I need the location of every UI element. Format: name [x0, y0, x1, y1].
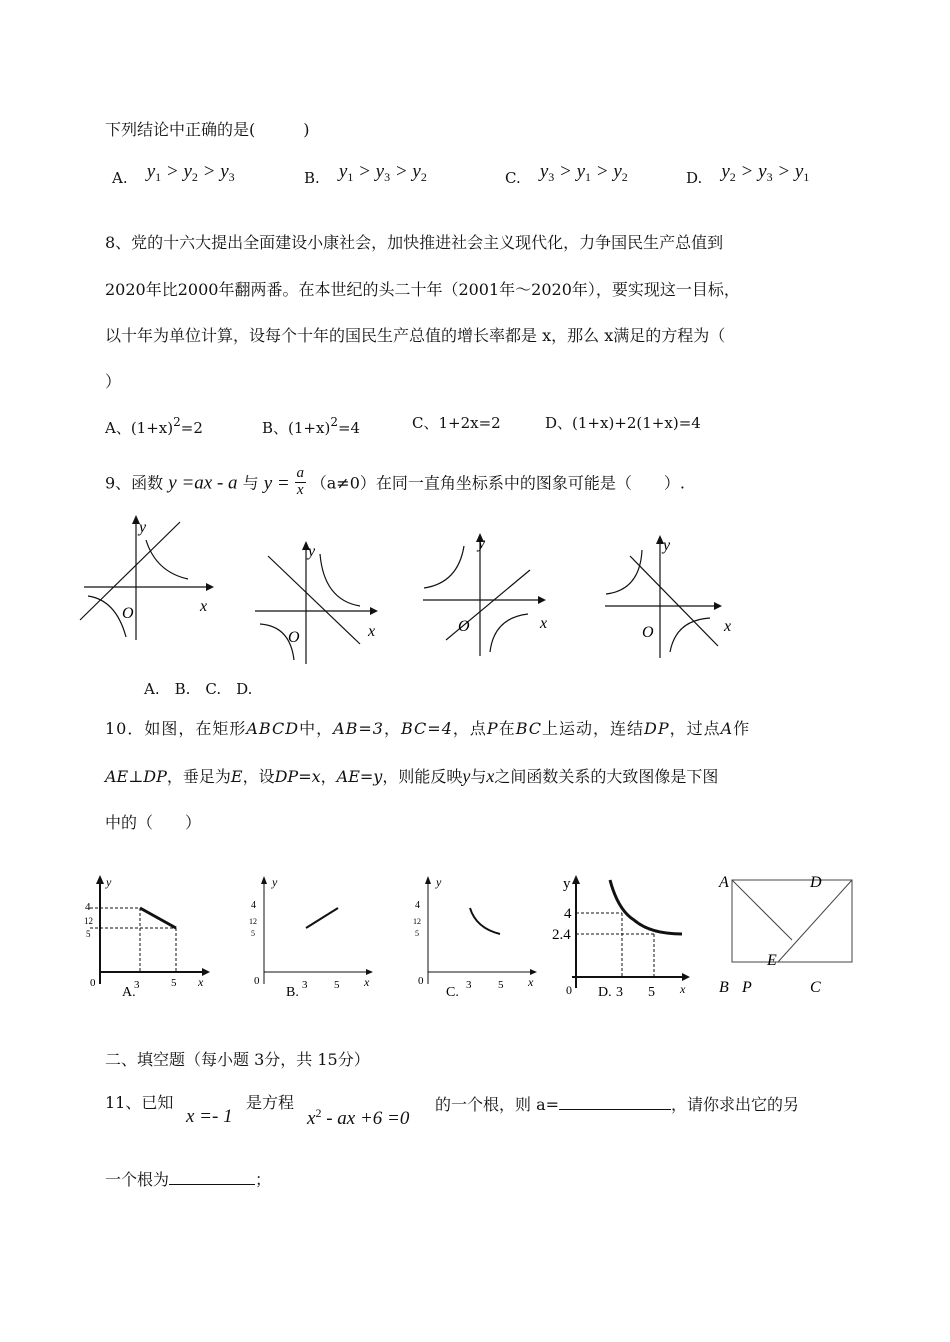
option-label: C.: [505, 169, 521, 187]
q8-option-c[interactable]: C、1+2x=2: [412, 414, 501, 432]
tick-2-4: 2.4: [552, 927, 571, 943]
q8-line-1: 8、党的十六大提出全面建设小康社会，加快推进社会主义现代化，力争国民生产总值到: [105, 233, 724, 252]
q11-tail: 的一个根，则 a= ，请你求出它的另: [435, 1095, 800, 1114]
choice-label: A.: [122, 985, 136, 1000]
choice-label: B.: [286, 985, 299, 1000]
axis-y-label: y: [106, 875, 112, 889]
q11-mid: 是方程: [246, 1093, 295, 1112]
axis-y-label: y: [563, 876, 571, 892]
tick-3: 3: [616, 985, 623, 1000]
q9-graph-d[interactable]: [600, 528, 745, 663]
q8-option-b[interactable]: B、$(1+x)^2=4$: [262, 415, 361, 437]
answer-blank-a[interactable]: [559, 1095, 671, 1110]
q8-line-3: 以十年为单位计算，设每个十年的国民生产总值的增长率都是 x，那么 x满足的方程为（: [105, 326, 726, 345]
tick-12-5-num: 12: [84, 916, 93, 926]
q8-option-d[interactable]: D、(1+x)+2(1+x)=4: [545, 414, 701, 432]
option-label: D.: [686, 169, 703, 187]
q7-option-d-formula: $y_2 > y_3 > y_1$: [721, 161, 810, 184]
q8-line-2: 2020年比2000年翻两番。在本世纪的头二十年（2001年～2020年），要实现这一目标，: [105, 280, 740, 299]
q10-line-2: AE⊥DP，垂足为E，设DP=x，AE=y，则能反映y与x之间函数关系的大致图像是下图: [105, 766, 719, 786]
q10-graph-c[interactable]: [410, 872, 540, 1002]
q7-option-d[interactable]: [686, 161, 810, 189]
choice-label: D.: [598, 985, 612, 1000]
tick-5: 5: [171, 977, 177, 989]
axis-x-label: x: [200, 598, 208, 615]
origin-label: 0: [254, 975, 260, 987]
q11-line-2: 一个根为 ；: [105, 1170, 272, 1189]
q8-line-4: ）: [105, 372, 122, 391]
q7-option-c-formula: $y_3 > y_1 > y_2$: [539, 161, 628, 184]
q10-line-3: 中的（ ）: [105, 813, 202, 832]
choice-label: C.: [446, 985, 459, 1000]
axis-x-label: x: [724, 618, 732, 635]
tick-3: 3: [466, 979, 472, 991]
axis-y-label: y: [478, 535, 486, 552]
axis-y-label: y: [272, 875, 278, 889]
option-label: A.: [112, 169, 128, 187]
q7-option-b-formula: $y_1 > y_3 > y_2$: [338, 161, 427, 184]
q7-option-c[interactable]: [505, 161, 628, 189]
q11-equation: $x^2$ - ax +6 =0: [307, 1106, 410, 1129]
tick-3: 3: [302, 979, 308, 991]
axis-x-label: x: [540, 615, 548, 632]
point-p-label: P: [742, 979, 752, 996]
q9-choice-labels: A. B. C. D.: [144, 680, 253, 698]
q11-root-formula: x =- 1: [186, 1106, 233, 1127]
q10-rectangle-figure: [714, 870, 864, 1000]
vertex-c-label: C: [810, 979, 821, 996]
axis-y-label: y: [139, 519, 147, 536]
q9-graph-b[interactable]: [250, 536, 390, 666]
axis-x-label: x: [364, 975, 370, 989]
axis-x-label: x: [528, 975, 534, 989]
q11-prefix: 11、已知: [105, 1093, 174, 1112]
q7-stem: 下列结论中正确的是( ): [105, 120, 310, 139]
vertex-b-label: B: [719, 979, 729, 996]
q9-stem: 9、函数 y =ax - a 与 y = $\frac{a}{x}$ （a≠0）在同一直角坐标系中的图象可能是（ ）.: [105, 465, 685, 498]
q10-graph-d[interactable]: [552, 872, 695, 1002]
q9-formula-hyperbola: y = $\frac{a}{x}$: [263, 465, 305, 498]
q10-graph-a[interactable]: [82, 872, 212, 1002]
q8-option-a[interactable]: A、$(1+x)^2=2$: [105, 415, 203, 437]
tick-12-5-den: 5: [251, 929, 255, 938]
vertex-d-label: D: [810, 874, 822, 891]
tick-4: 4: [564, 906, 572, 922]
axis-y-label: y: [308, 543, 316, 560]
tick-12-5-num: 12: [249, 917, 257, 926]
point-e-label: E: [767, 952, 777, 969]
section-title: 二、填空题（每小题 3分，共 15分）: [105, 1050, 370, 1069]
tick-5: 5: [498, 979, 504, 991]
origin-label: O: [288, 629, 300, 646]
origin-label: O: [642, 624, 654, 641]
axis-x-label: x: [680, 982, 686, 996]
tick-4: 4: [415, 900, 420, 911]
tick-5: 5: [334, 979, 340, 991]
q7-option-a-formula: $y_1 > y_2 > y_3$: [146, 161, 235, 184]
origin-label: O: [458, 618, 470, 635]
q9-formula-line: y =ax - a: [168, 472, 238, 494]
q9-graph-a[interactable]: [76, 512, 216, 662]
q9-graph-c[interactable]: [418, 528, 558, 663]
q10-graph-b[interactable]: [246, 872, 376, 1002]
axis-x-label: x: [198, 975, 204, 989]
tick-4: 4: [251, 900, 256, 911]
origin-label: O: [122, 605, 134, 622]
tick-4: 4: [85, 901, 91, 913]
tick-12-5-num: 12: [413, 917, 421, 926]
tick-3: 3: [134, 979, 140, 991]
origin-label: 0: [566, 983, 572, 997]
q7-option-a[interactable]: [112, 161, 235, 189]
q10-line-1: 10．如图，在矩形ABCD中，AB=3，BC=4，点P在BC上运动，连结DP，过点A作: [105, 719, 751, 738]
axis-y-label: y: [663, 537, 671, 554]
axis-y-label: y: [436, 875, 442, 889]
q7-option-b[interactable]: [304, 161, 427, 189]
axis-x-label: x: [368, 623, 376, 640]
tick-12-5-den: 5: [415, 929, 419, 938]
vertex-a-label: A: [719, 874, 729, 891]
tick-5: 5: [648, 985, 655, 1000]
option-label: B.: [304, 169, 320, 187]
tick-12-5-den: 5: [86, 929, 91, 939]
origin-label: 0: [90, 977, 96, 989]
answer-blank-root[interactable]: [169, 1170, 255, 1185]
origin-label: 0: [418, 975, 424, 987]
